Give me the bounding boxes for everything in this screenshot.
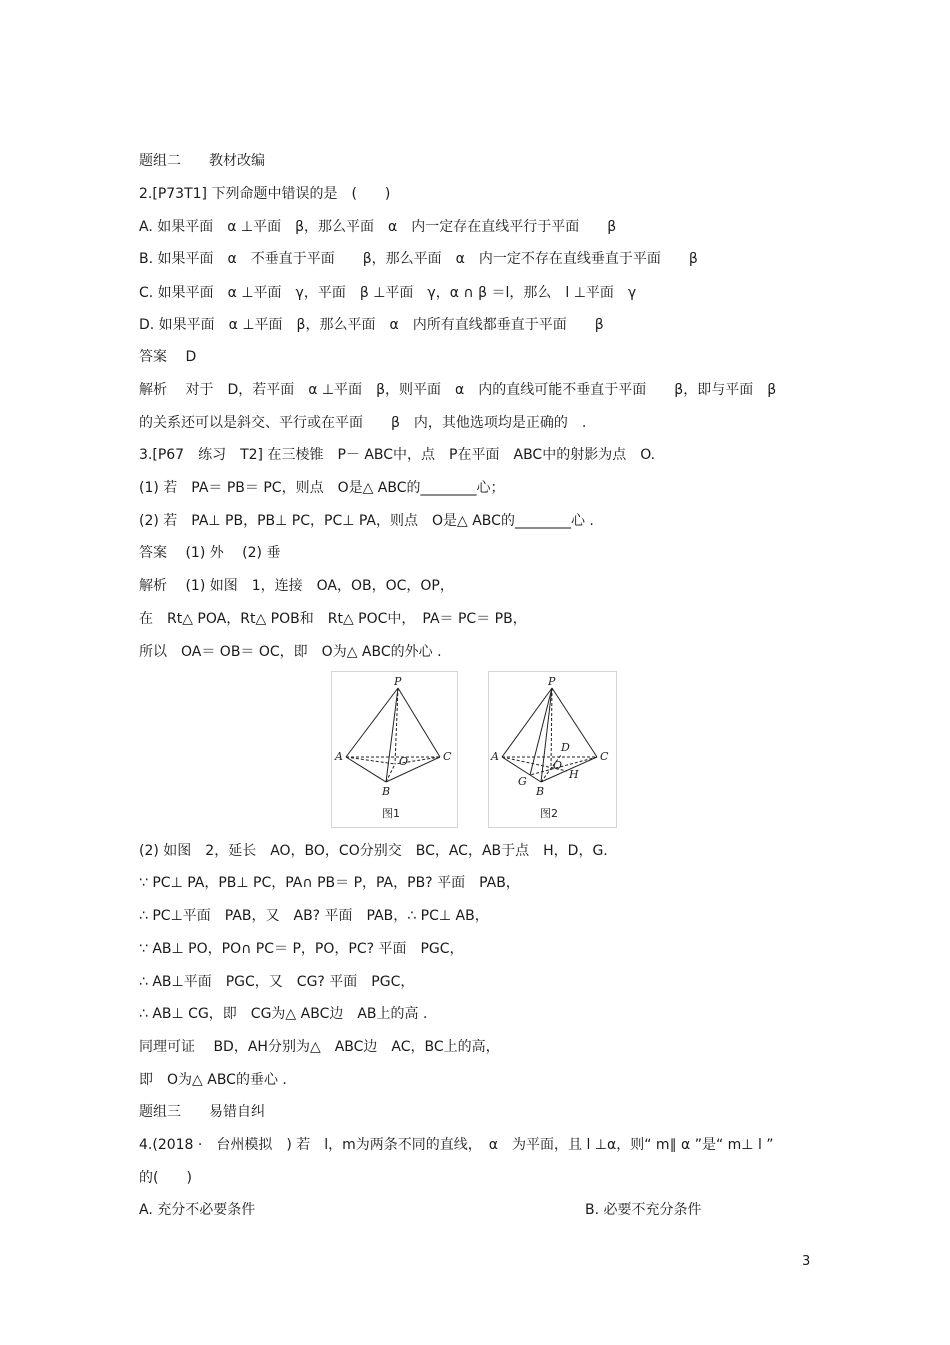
text-line: 3.[P67 练习 T2] 在三棱锥 P－ ABC中，点 P在平面 ABC中的射影为点 O. [139, 447, 656, 463]
fig1-label-p: P [394, 675, 402, 688]
fig2-label-c: C [600, 750, 609, 763]
fig1-label-o: O [399, 755, 409, 768]
fig1-label-b: B [382, 785, 391, 798]
fig1-label-c: C [443, 750, 452, 763]
text-line: 题组二 教材改编 [139, 153, 265, 169]
text-line: 解析 对于 D，若平面 α ⊥平面 β，则平面 α 内的直线可能不垂直于平面 β，即与平面 β [139, 382, 777, 398]
text-line: 答案 (1) 外 (2) 垂 [139, 545, 281, 561]
text-line: 4.(2018 · 台州模拟 ) 若 l，m为两条不同的直线， α 为平面，且 l ⊥α，则“ m∥ α ”是“ m⊥ l ” [139, 1137, 774, 1153]
page-number: 3 [802, 1254, 811, 1269]
figure-2-diagram [489, 672, 616, 827]
text-line: 解析 (1) 如图 1，连接 OA，OB，OC，OP， [139, 578, 454, 594]
text-line: (2) 如图 2，延长 AO，BO，CO分别交 BC，AC，AB于点 H，D，G. [139, 843, 608, 859]
fig2-label-g: G [518, 775, 527, 788]
fig1-caption: 图1 [382, 807, 400, 820]
options-row [139, 1201, 702, 1219]
text-line: ∵ PC⊥ PA，PB⊥ PC，PA∩ PB＝ P，PA，PB? 平面 PAB， [139, 875, 520, 891]
fig2-label-b: B [536, 785, 545, 798]
fig2-label-a: A [491, 750, 499, 763]
text-line: 所以 OA＝ OB＝ OC，即 O为△ ABC的外心 . [139, 644, 442, 660]
fig2-caption: 图2 [540, 807, 558, 820]
text-line: B. 如果平面 α 不垂直于平面 β，那么平面 α 内一定不存在直线垂直于平面 β [139, 251, 698, 267]
text-line: 即 O为△ ABC的垂心 . [139, 1072, 287, 1088]
figure-1-diagram [332, 672, 457, 827]
option-b: B. 必要不充分条件 [585, 1202, 702, 1218]
text-line: (1) 若 PA＝ PB＝ PC，则点 O是△ ABC的________心； [139, 480, 505, 496]
text-line: 答案 D [139, 349, 197, 365]
text-line: ∴ AB⊥ CG，即 CG为△ ABC边 AB上的高 . [139, 1006, 428, 1022]
option-a: A. 充分不必要条件 [139, 1202, 256, 1218]
text-line: 的关系还可以是斜交、平行或在平面 β 内，其他选项均是正确的 . [139, 415, 587, 431]
text-line: 同理可证 BD，AH分别为△ ABC边 AC，BC上的高， [139, 1039, 500, 1055]
text-line: A. 如果平面 α ⊥平面 β，那么平面 α 内一定存在直线平行于平面 β [139, 219, 617, 235]
fig2-label-o: O [553, 759, 563, 772]
text-line: 题组三 易错自纠 [139, 1104, 265, 1120]
figure-2 [488, 671, 617, 828]
text-line: C. 如果平面 α ⊥平面 γ，平面 β ⊥平面 γ，α ∩ β ＝l，那么 l ⊥平面 γ [139, 285, 637, 301]
text-line: 在 Rt△ POA，Rt△ POB和 Rt△ POC中， PA＝ PC＝ PB， [139, 611, 527, 627]
fig2-label-d: D [561, 741, 570, 754]
text-line: 2.[P73T1] 下列命题中错误的是 ( ) [139, 186, 391, 202]
fig1-label-a: A [335, 750, 343, 763]
text-line: (2) 若 PA⊥ PB，PB⊥ PC，PC⊥ PA，则点 O是△ ABC的________心 . [139, 513, 594, 529]
figure-1 [331, 671, 458, 828]
fig2-label-h: H [569, 768, 579, 781]
fig2-label-p: P [548, 675, 556, 688]
text-line: ∵ AB⊥ PO，PO∩ PC＝ P，PO，PC? 平面 PGC， [139, 941, 464, 957]
text-line: 的( ) [139, 1170, 192, 1186]
text-line: ∴ PC⊥平面 PAB，又 AB? 平面 PAB，∴ PC⊥ AB， [139, 908, 489, 924]
text-line: ∴ AB⊥平面 PGC，又 CG? 平面 PGC， [139, 974, 415, 990]
text-line: D. 如果平面 α ⊥平面 β，那么平面 α 内所有直线都垂直于平面 β [139, 317, 604, 333]
